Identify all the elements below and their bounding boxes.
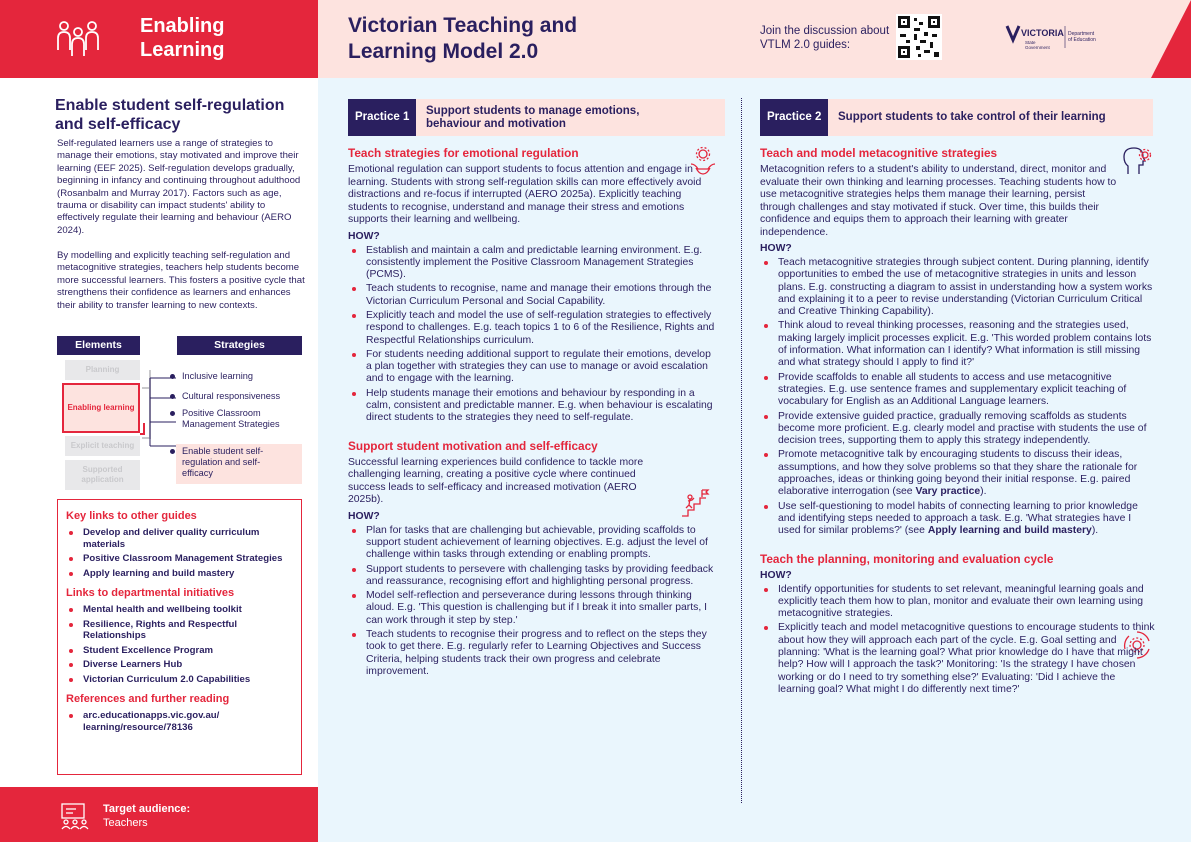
- dept-links-list: [66, 604, 293, 685]
- practice-1-bar: [348, 99, 725, 136]
- metacognitive-paragraph: Metacognition refers to a student's ability to understand, direct, monitor and evaluate their own thinking and learning processes. Teaching students how to use metacognitive strategies helps them manage their learning, persist through challenges and stay motivated if stuck. Over time, this builds their confidence and equips them to approach their learning with greater independence.: [760, 164, 1117, 238]
- apply-learning-link[interactable]: Apply learning and build mastery: [927, 525, 1092, 537]
- motivation-paragraph: Successful learning experiences build confidence to tackle more challenging learning, creating a positive cycle where continued success leads to self-efficacy and increased motivation (AERO 2025b).: [348, 456, 644, 506]
- practice-2-content: [760, 146, 1155, 698]
- list-item-end: ).: [1091, 525, 1099, 537]
- left-panel: [0, 78, 318, 842]
- key-links-list: [66, 527, 293, 579]
- list-item: Plan for tasks that are challenging but achievable, providing scaffolds to support student achievement of learning objectives. E.g. adjust the level of challenge within tasks through extending or enabling prompts.: [348, 525, 718, 562]
- column-divider: [741, 98, 742, 803]
- dept-links-heading: Links to departmental initiatives: [66, 587, 235, 599]
- model-title: Victorian Teaching and Learning Model 2.0: [348, 14, 578, 63]
- list-item: Teach students to recognise, name and manage their emotions through the Victorian Curriculum Personal and Social Capability.: [348, 283, 718, 308]
- key-link[interactable]: Positive Classroom Management Strategies: [66, 553, 293, 565]
- practice-2-title: Support students to take control of their learning: [838, 111, 1106, 123]
- list-item: Teach metacognitive strategies through subject content. During planning, identify opportunities to embed the use of metacognitive strategies in units and lesson plans. E.g. constructing a diagram to assist in understanding how a system works and explaining it to a peer to revise understanding (Victorian Curriculum Critical and Creative Thinking Capability).: [760, 257, 1155, 318]
- victoria-government-logo: [1005, 22, 1100, 52]
- strategy-cultural-responsiveness: Cultural responsiveness: [182, 391, 281, 401]
- references-list: [66, 710, 293, 733]
- practice-2-number: Practice 2: [760, 99, 828, 136]
- list-item: Support students to persevere with challenging tasks by providing feedback and reassurance, recognising effort and highlighting personal progress.: [348, 564, 718, 589]
- links-box: [57, 499, 302, 775]
- emotional-regulation-paragraph: Emotional regulation can support students to focus attention and engage in learning. Students with strong self-regulation skills can more effectively avoid distractions and re-focus if interrupted (AERO 2025a). Explicitly teaching students to recognise, understand and manage their stress and emotions supports their learning and wellbeing.: [348, 164, 702, 225]
- target-audience-value: Teachers: [103, 817, 148, 829]
- strategies-heading: Strategies: [177, 336, 302, 355]
- list-item: Establish and maintain a calm and predictable learning environment. E.g. consistently implement the Positive Classroom Management Strategies (PCMS).: [348, 245, 718, 282]
- key-link[interactable]: Develop and deliver quality curriculum materials: [66, 527, 293, 550]
- key-link[interactable]: Apply learning and build mastery: [66, 568, 293, 580]
- list-item: Explicitly teach and model metacognitive questions to encourage students to think about how they will approach each part of the cycle. E.g. Goal setting and planning: 'What is the learning goal? What prior knowledge do I have that might help? How will I approach the task?' Monitoring: 'Is the strategy I have chosen working or do I need to try something else?' Evaluating: 'Did I achieve the learning goal? What might I do differently next time?': [760, 622, 1155, 696]
- element-explicit-teaching: Explicit teaching: [65, 436, 140, 456]
- strategy-bullet: [170, 449, 175, 454]
- dept-link[interactable]: Diverse Learners Hub: [66, 659, 293, 671]
- list-item: Identify opportunities for students to set relevant, meaningful learning goals and explicitly teach them how to plan, monitor and evaluate their own learning using metacognitive strategies.: [760, 584, 1155, 621]
- reference-link[interactable]: arc.educationapps.vic.gov.au/ learning/resource/78136: [66, 710, 293, 733]
- left-title: Enable student self-regulation and self-efficacy: [55, 97, 285, 133]
- section-title: Enabling Learning: [140, 15, 225, 61]
- how-label: HOW?: [348, 230, 380, 242]
- emotional-regulation-heading: Teach strategies for emotional regulation: [348, 146, 579, 160]
- dept-link[interactable]: Resilience, Rights and Respectful Relationships: [66, 619, 293, 642]
- motivation-heading: Support student motivation and self-efficacy: [348, 438, 598, 453]
- strategy-inclusive-learning: Inclusive learning: [182, 371, 253, 381]
- audience-icon: [60, 802, 90, 830]
- list-item: Model self-reflection and perseverance during lessons through thinking aloud. E.g. 'This question is challenging but if I break it into smaller parts, I can work through it step by step.': [348, 590, 718, 627]
- svg-text:VICTORIA: VICTORIA: [1021, 28, 1064, 38]
- element-planning: Planning: [65, 360, 140, 380]
- list-item: [760, 501, 1155, 538]
- planning-cycle-list: [760, 584, 1155, 697]
- svg-text:of Education: of Education: [1068, 37, 1096, 43]
- footer-bar: [0, 787, 318, 842]
- svg-text:State: State: [1025, 40, 1036, 45]
- discussion-text: Join the discussion about VTLM 2.0 guides:: [760, 25, 890, 51]
- list-item: For students needing additional support to regulate their emotions, develop a plan together with strategies they can use to manage or avoid escalation and to engage with the learning.: [348, 349, 718, 386]
- qr-code-icon[interactable]: [896, 14, 942, 60]
- strategy-bullet: [170, 411, 175, 416]
- strategy-bullet: [170, 374, 175, 379]
- list-item: Help students manage their emotions and behaviour by responding in a calm, consistent and predictable manner. E.g. when behaviour is escalating direct students to the strategies they need to self-regulate.: [348, 388, 718, 425]
- list-item: [760, 449, 1155, 498]
- vary-practice-link[interactable]: Vary practice: [915, 486, 981, 498]
- dept-link[interactable]: Mental health and wellbeing toolkit: [66, 604, 293, 616]
- target-audience-label: Target audience:: [103, 803, 191, 815]
- dept-link[interactable]: Victorian Curriculum 2.0 Capabilities: [66, 674, 293, 686]
- list-item: Think aloud to reveal thinking processes, reasoning and the strategies used, making largely implicit processes explicit. E.g. 'This worded problem contains lots of information. What information can I identify? What information is still missing and what strategy should I apply to find it?': [760, 320, 1155, 369]
- element-enabling-learning: Enabling learning: [62, 383, 140, 433]
- how-label: HOW?: [760, 243, 792, 254]
- practice-1-number: Practice 1: [348, 99, 416, 136]
- planning-cycle-heading: Teach the planning, monitoring and evaluation cycle: [760, 551, 1054, 566]
- intro-paragraph-2: By modelling and explicitly teaching self-regulation and metacognitive strategies, teachers help students become more successful learners. This fosters a positive cycle that strengthens their confidence as learners and enhances their ability to transfer learning to new contexts.: [57, 250, 305, 311]
- elements-heading: Elements: [57, 336, 140, 355]
- dept-link[interactable]: Student Excellence Program: [66, 645, 293, 657]
- strategy-pcms: Positive Classroom Management Strategies: [182, 408, 280, 429]
- strategy-self-regulation: Enable student self-regulation and self-efficacy: [182, 446, 264, 478]
- references-heading: References and further reading: [66, 693, 230, 705]
- list-item-text: Use self-questioning to model habits of connecting learning to prior knowledge and identifying steps needed to approach a task. E.g. 'What strategies have I used for similar problems?' (see: [778, 500, 1138, 537]
- motivation-list: [348, 525, 718, 679]
- svg-text:Government: Government: [1025, 45, 1050, 50]
- list-item: Explicitly teach and model the use of self-regulation strategies to effectively respond to challenges. E.g. teach topics 1 to 6 of the Resilience, Rights and Respectful Relationships curriculum.: [348, 310, 718, 347]
- list-item: Provide extensive guided practice, gradually removing scaffolds as students become more proficient. E.g. clearly model and practise with students the use of decision trees, supporting them to apply this strategy independently.: [760, 411, 1155, 448]
- people-icon: [55, 16, 101, 62]
- intro-paragraph: Self-regulated learners use a range of strategies to manage their emotions, stay motivated and improve their learning (EEF 2025). Self-regulation develops gradually, beginning in infancy and continuing throughout adulthood (Rosanbalm and Murray 2017). Factors such as age, trauma or disability can impact students' ability to effectively regulate their learning and behaviour (AERO 2024).: [57, 138, 301, 236]
- element-supported-application: Supported application: [65, 460, 140, 490]
- strategy-bullet: [170, 394, 175, 399]
- practice-1-title: Support students to manage emotions, behaviour and motivation: [426, 104, 640, 130]
- list-item: Teach students to recognise their progress and to reflect on the steps they took to get there. E.g. regularly refer to Learning Objectives and Success Criteria, helping students track their own progress and celebrate improvement.: [348, 629, 718, 678]
- emotional-regulation-list: [348, 245, 718, 425]
- list-item-end: ).: [980, 486, 987, 498]
- key-links-heading: Key links to other guides: [66, 510, 197, 522]
- metacognitive-list: [760, 257, 1155, 538]
- how-label: HOW?: [760, 569, 792, 581]
- how-label: HOW?: [348, 510, 380, 522]
- metacognitive-heading: Teach and model metacognitive strategies: [760, 146, 998, 160]
- practice-2-bar: [760, 99, 1153, 136]
- practice-1-content: [348, 146, 718, 680]
- list-item-text: Promote metacognitive talk by encouraging students to discuss their ideas, assumptions, and how they solve problems so that they share the rationale for approaches, ideas or thinking going beyond their initial response. E.g. paired elaborative interrogation (see: [778, 449, 1138, 498]
- svg-text:Department: Department: [1068, 31, 1095, 37]
- list-item: Provide scaffolds to enable all students to access and use metacognitive strategies. E.g. use sentence frames and supplementary explicit teaching of vocabulary for English as an Additional Language learners.: [760, 372, 1155, 409]
